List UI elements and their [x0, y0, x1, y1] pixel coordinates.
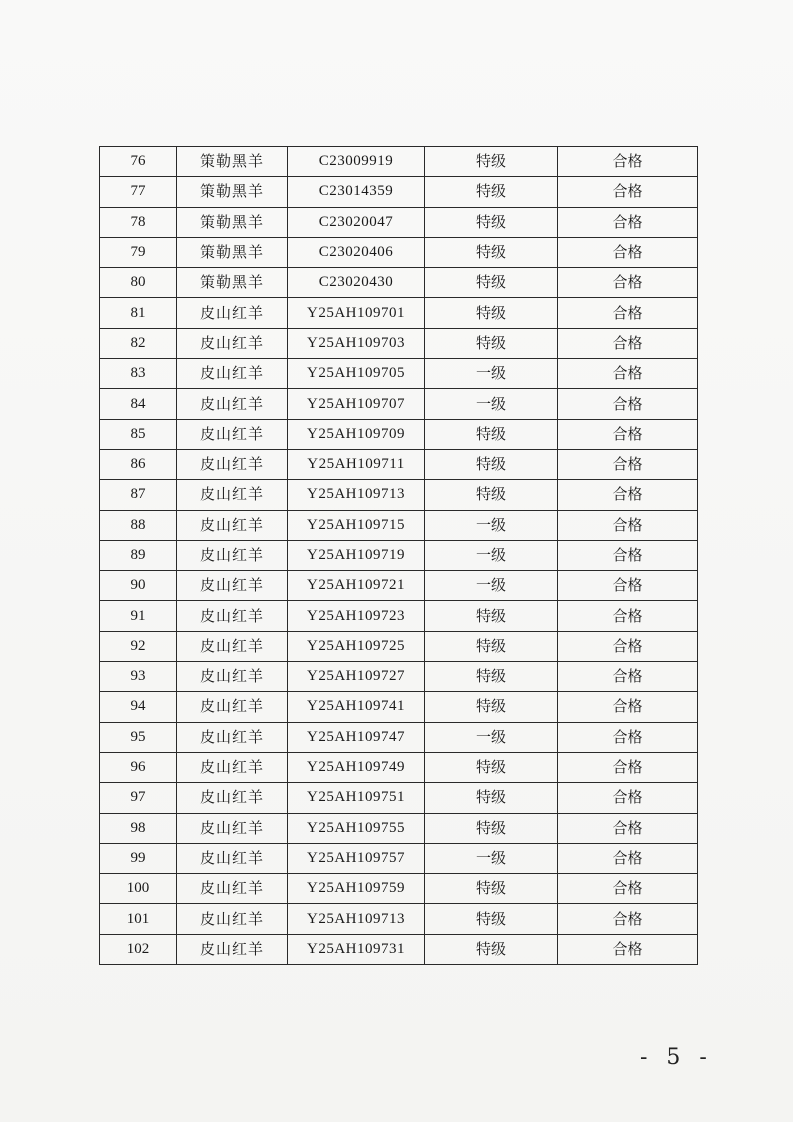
animal-id-cell: Y25AH109751 [288, 783, 425, 813]
breed-cell: 皮山红羊 [177, 874, 288, 904]
row-number-cell: 95 [100, 722, 177, 752]
row-number-cell: 98 [100, 813, 177, 843]
row-number-cell: 92 [100, 631, 177, 661]
grade-cell: 特级 [425, 328, 558, 358]
breed-cell: 皮山红羊 [177, 722, 288, 752]
result-cell: 合格 [558, 298, 698, 328]
grade-cell: 特级 [425, 874, 558, 904]
result-cell: 合格 [558, 692, 698, 722]
grade-cell: 一级 [425, 843, 558, 873]
animal-id-cell: C23020406 [288, 237, 425, 267]
table-row [100, 419, 698, 449]
grade-cell: 特级 [425, 268, 558, 298]
breed-cell: 策勒黑羊 [177, 147, 288, 177]
table-row [100, 449, 698, 479]
row-number-cell: 94 [100, 692, 177, 722]
records-table-body [100, 147, 698, 965]
result-cell: 合格 [558, 540, 698, 570]
result-cell: 合格 [558, 571, 698, 601]
table-row [100, 904, 698, 934]
table-row [100, 359, 698, 389]
row-number-cell: 80 [100, 268, 177, 298]
table-row [100, 207, 698, 237]
breed-cell: 皮山红羊 [177, 419, 288, 449]
table-row [100, 298, 698, 328]
grade-cell: 特级 [425, 449, 558, 479]
animal-id-cell: C23020430 [288, 268, 425, 298]
breed-cell: 皮山红羊 [177, 601, 288, 631]
result-cell: 合格 [558, 237, 698, 267]
grade-cell: 一级 [425, 389, 558, 419]
row-number-cell: 82 [100, 328, 177, 358]
result-cell: 合格 [558, 601, 698, 631]
breed-cell: 皮山红羊 [177, 389, 288, 419]
breed-cell: 策勒黑羊 [177, 237, 288, 267]
grade-cell: 特级 [425, 752, 558, 782]
animal-id-cell: Y25AH109707 [288, 389, 425, 419]
grade-cell: 一级 [425, 571, 558, 601]
breed-cell: 皮山红羊 [177, 904, 288, 934]
breed-cell: 皮山红羊 [177, 783, 288, 813]
row-number-cell: 97 [100, 783, 177, 813]
result-cell: 合格 [558, 419, 698, 449]
breed-cell: 皮山红羊 [177, 510, 288, 540]
table-row [100, 389, 698, 419]
animal-id-cell: C23014359 [288, 177, 425, 207]
result-cell: 合格 [558, 359, 698, 389]
animal-id-cell: Y25AH109723 [288, 601, 425, 631]
table-row [100, 571, 698, 601]
breed-cell: 皮山红羊 [177, 631, 288, 661]
grade-cell: 特级 [425, 419, 558, 449]
animal-id-cell: Y25AH109731 [288, 934, 425, 964]
grade-cell: 特级 [425, 298, 558, 328]
row-number-cell: 96 [100, 752, 177, 782]
row-number-cell: 99 [100, 843, 177, 873]
breed-cell: 皮山红羊 [177, 480, 288, 510]
grade-cell: 特级 [425, 207, 558, 237]
grade-cell: 特级 [425, 631, 558, 661]
result-cell: 合格 [558, 934, 698, 964]
breed-cell: 皮山红羊 [177, 813, 288, 843]
grade-cell: 特级 [425, 601, 558, 631]
table-row [100, 662, 698, 692]
grade-cell: 特级 [425, 147, 558, 177]
table-row [100, 177, 698, 207]
row-number-cell: 91 [100, 601, 177, 631]
breed-cell: 皮山红羊 [177, 571, 288, 601]
animal-id-cell: Y25AH109715 [288, 510, 425, 540]
row-number-cell: 76 [100, 147, 177, 177]
animal-id-cell: Y25AH109727 [288, 662, 425, 692]
result-cell: 合格 [558, 207, 698, 237]
result-cell: 合格 [558, 510, 698, 540]
grade-cell: 特级 [425, 904, 558, 934]
animal-id-cell: Y25AH109747 [288, 722, 425, 752]
table-row [100, 268, 698, 298]
animal-id-cell: Y25AH109725 [288, 631, 425, 661]
breed-cell: 皮山红羊 [177, 328, 288, 358]
row-number-cell: 84 [100, 389, 177, 419]
animal-id-cell: Y25AH109713 [288, 480, 425, 510]
result-cell: 合格 [558, 813, 698, 843]
row-number-cell: 77 [100, 177, 177, 207]
table-row [100, 843, 698, 873]
breed-cell: 皮山红羊 [177, 843, 288, 873]
animal-id-cell: Y25AH109759 [288, 874, 425, 904]
animal-id-cell: Y25AH109701 [288, 298, 425, 328]
table-row [100, 874, 698, 904]
breed-cell: 皮山红羊 [177, 540, 288, 570]
row-number-cell: 102 [100, 934, 177, 964]
animal-id-cell: Y25AH109757 [288, 843, 425, 873]
grade-cell: 一级 [425, 359, 558, 389]
row-number-cell: 83 [100, 359, 177, 389]
row-number-cell: 85 [100, 419, 177, 449]
result-cell: 合格 [558, 449, 698, 479]
grade-cell: 特级 [425, 662, 558, 692]
row-number-cell: 81 [100, 298, 177, 328]
animal-id-cell: Y25AH109713 [288, 904, 425, 934]
table-row [100, 813, 698, 843]
result-cell: 合格 [558, 843, 698, 873]
result-cell: 合格 [558, 177, 698, 207]
animal-id-cell: Y25AH109709 [288, 419, 425, 449]
table-row [100, 631, 698, 661]
animal-id-cell: C23009919 [288, 147, 425, 177]
row-number-cell: 79 [100, 237, 177, 267]
animal-id-cell: Y25AH109705 [288, 359, 425, 389]
grade-cell: 特级 [425, 692, 558, 722]
result-cell: 合格 [558, 752, 698, 782]
result-cell: 合格 [558, 147, 698, 177]
grade-cell: 特级 [425, 177, 558, 207]
table-row [100, 722, 698, 752]
grade-cell: 特级 [425, 480, 558, 510]
result-cell: 合格 [558, 389, 698, 419]
result-cell: 合格 [558, 480, 698, 510]
page-number: - 5 - [640, 1045, 713, 1070]
result-cell: 合格 [558, 268, 698, 298]
breed-cell: 策勒黑羊 [177, 268, 288, 298]
animal-id-cell: Y25AH109703 [288, 328, 425, 358]
row-number-cell: 88 [100, 510, 177, 540]
result-cell: 合格 [558, 631, 698, 661]
row-number-cell: 89 [100, 540, 177, 570]
animal-id-cell: Y25AH109721 [288, 571, 425, 601]
table-row [100, 934, 698, 964]
result-cell: 合格 [558, 904, 698, 934]
grade-cell: 一级 [425, 510, 558, 540]
row-number-cell: 86 [100, 449, 177, 479]
breed-cell: 皮山红羊 [177, 298, 288, 328]
result-cell: 合格 [558, 722, 698, 752]
grade-cell: 一级 [425, 722, 558, 752]
table-row [100, 328, 698, 358]
table-row [100, 752, 698, 782]
breed-cell: 皮山红羊 [177, 934, 288, 964]
breed-cell: 皮山红羊 [177, 752, 288, 782]
result-cell: 合格 [558, 874, 698, 904]
breed-cell: 策勒黑羊 [177, 207, 288, 237]
table-row [100, 783, 698, 813]
table-row [100, 601, 698, 631]
table-row [100, 540, 698, 570]
grade-cell: 特级 [425, 237, 558, 267]
breed-cell: 皮山红羊 [177, 359, 288, 389]
table-row [100, 692, 698, 722]
row-number-cell: 93 [100, 662, 177, 692]
table-row [100, 510, 698, 540]
row-number-cell: 90 [100, 571, 177, 601]
row-number-cell: 101 [100, 904, 177, 934]
records-table [99, 146, 698, 965]
grade-cell: 特级 [425, 813, 558, 843]
grade-cell: 特级 [425, 783, 558, 813]
breed-cell: 皮山红羊 [177, 662, 288, 692]
row-number-cell: 87 [100, 480, 177, 510]
breed-cell: 策勒黑羊 [177, 177, 288, 207]
result-cell: 合格 [558, 662, 698, 692]
table-row [100, 147, 698, 177]
grade-cell: 一级 [425, 540, 558, 570]
animal-id-cell: Y25AH109749 [288, 752, 425, 782]
grade-cell: 特级 [425, 934, 558, 964]
table-row [100, 480, 698, 510]
result-cell: 合格 [558, 783, 698, 813]
animal-id-cell: Y25AH109755 [288, 813, 425, 843]
row-number-cell: 78 [100, 207, 177, 237]
breed-cell: 皮山红羊 [177, 449, 288, 479]
animal-id-cell: Y25AH109719 [288, 540, 425, 570]
table-row [100, 237, 698, 267]
result-cell: 合格 [558, 328, 698, 358]
animal-id-cell: Y25AH109741 [288, 692, 425, 722]
row-number-cell: 100 [100, 874, 177, 904]
animal-id-cell: C23020047 [288, 207, 425, 237]
breed-cell: 皮山红羊 [177, 692, 288, 722]
animal-id-cell: Y25AH109711 [288, 449, 425, 479]
